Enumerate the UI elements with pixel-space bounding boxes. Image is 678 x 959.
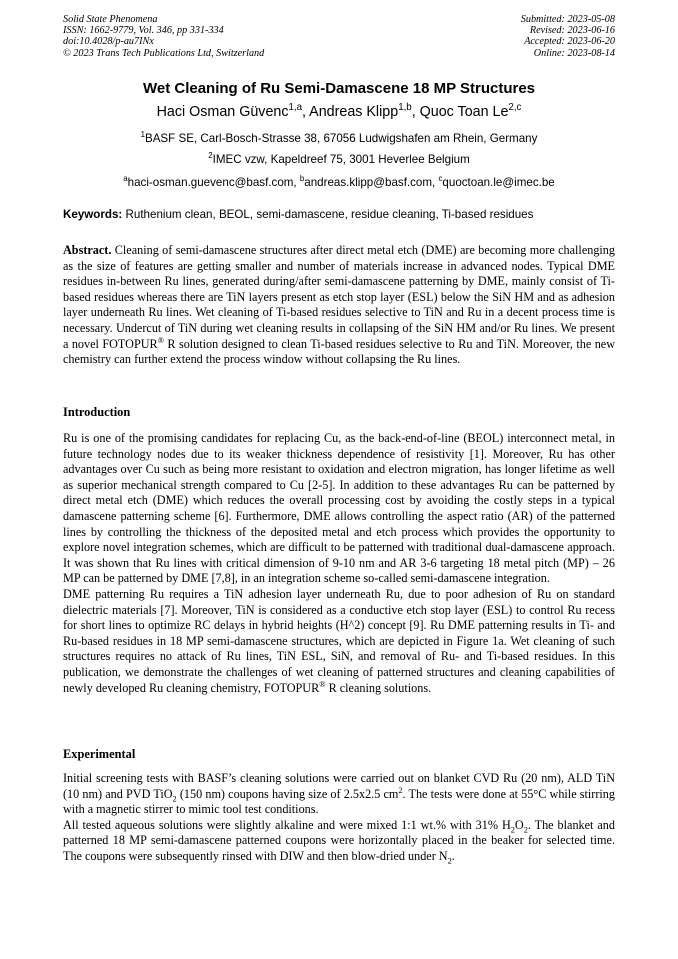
paragraph: [63, 771, 615, 818]
author-name: Andreas Klipp: [309, 104, 399, 120]
paragraph-text: O: [514, 817, 524, 832]
abstract-label: Abstract.: [63, 243, 112, 257]
experimental-body: [63, 771, 615, 865]
paragraph: [63, 587, 615, 696]
affiliation-text: BASF SE, Carl-Bosch-Strasse 38, 67056 Ludwigshafen am Rhein, Germany: [144, 132, 538, 145]
author-list: [0, 104, 678, 120]
email-link[interactable]: haci-osman.guevenc@basf.com,: [127, 176, 300, 189]
subscript: 2: [510, 825, 515, 835]
paper-title: Wet Cleaning of Ru Semi-Damascene 18 MP Structures: [142, 80, 536, 97]
registered-mark: ®: [157, 335, 164, 345]
email-mark: a: [123, 174, 128, 184]
journal-info: [63, 14, 264, 59]
author-separator: ,: [411, 104, 420, 120]
author-emails: [0, 176, 678, 189]
paragraph-text: .: [451, 848, 455, 863]
author-separator: ,: [302, 104, 310, 120]
author-affiliation-mark: 2,c: [508, 102, 522, 114]
superscript: 2: [398, 785, 403, 795]
doi-link[interactable]: doi:10.4028/p-au7INx: [63, 36, 154, 48]
abstract-text: Cleaning of semi-damascene structures after direct metal etch (DME) are becoming more challenging as the size of features are getting smaller and number of materials increase in advanced nodes. Typical DME residues in-between Ru lines, generated during/after semi-damascene patterning by DME, mainly consist of Ti-based residues whereas there are TiN layers present as etch stop layer (ESL) below the SiN HM and as adhesion layer underneath Ru lines. Wet cleaning of Ti-based residues selective to TiN and Ru in a decent process time is necessary. Undercut of TiN during wet cleaning results in collapsing of the SiN HM and/or Ru lines. We present a novel FOTOPUR: [63, 243, 615, 351]
journal-issn: ISSN: 1662-9779, Vol. 346, pp 331-334: [63, 25, 224, 37]
abstract: [63, 243, 615, 368]
paragraph: Ru is one of the promising candidates for replacing Cu, as the back-end-of-line (BEOL) interconnect metal, in future technology nodes due to its weaker thickness dependence of resistivity [1]. Moreover, Ru has other advantages over Cu such as being more resistant to oxidation and electron migration, has longer lifetime as well as superior mechanical strength compared to Cu [2-5]. In addition to these advantages Ru can be patterned by direct metal etch (DME) which reduces the overall processing cost by avoiding the costly steps in a typical damascene patterning scheme [6]. Furthermore, DME allows controlling the aspect ratio (AR) of the patterned lines by controlling the thickness of the deposited metal and etch process which provides the opportunity to explore novel integration schemes, which are difficult to be patterned with traditional dual-damascene approach. It was shown that Ru lines with critical dimension of 9-10 nm and AR 3-6 targeting 18 metal pitch (MP) – 26 MP can be patterned by DME [7,8], in an integration scheme so-called semi-damascene integration.: [63, 431, 615, 586]
date-revised: Revised: 2023-06-16: [529, 25, 615, 37]
affiliation-mark: 1: [140, 130, 145, 140]
registered-mark: ®: [319, 679, 326, 689]
abstract-text: R solution designed to clean Ti-based residues selective to Ru and TiN. Moreover, the new chemistry can further extend the process window without collapsing the Ru lines.: [63, 336, 616, 367]
subscript: 2: [447, 856, 452, 866]
email-link[interactable]: andreas.klipp@basf.com,: [304, 176, 439, 189]
journal-name: Solid State Phenomena: [63, 14, 158, 25]
author-name: Quoc Toan Le: [419, 104, 509, 120]
affiliation-mark: 2: [208, 151, 213, 161]
abstract-paragraph: [63, 243, 615, 368]
introduction-heading: Introduction: [63, 405, 131, 419]
paragraph: [63, 818, 615, 865]
email-mark: b: [299, 174, 305, 184]
paragraph-text: . The blanket and patterned 18 MP semi-damascene patterned coupons were horizontally placed in the beaker for selected time. The coupons were subsequently rinsed with DIW and then blow-dried under N: [63, 817, 615, 863]
affiliation-imec: [0, 153, 678, 166]
date-accepted: Accepted: 2023-06-20: [524, 36, 615, 48]
author-name: Haci Osman Güvenc: [156, 104, 289, 120]
affiliation-basf: [0, 132, 678, 145]
keywords: [63, 208, 615, 221]
paragraph-text: Initial screening tests with BASF’s cleaning solutions were carried out on blanket CVD Ru (20 nm), ALD TiN (10 nm) and PVD TiO: [63, 771, 615, 801]
copyright: © 2023 Trans Tech Publications Ltd, Switzerland: [63, 47, 265, 59]
introduction-body: [63, 431, 615, 696]
paragraph-text: DME patterning Ru requires a TiN adhesion layer underneath Ru, due to poor adhesion of Ru on standard dielectric materials [7]. Moreover, TiN is considered as a conductive etch stop layer (ESL) to control Ru recess for short lines to optimize RC delays in hybrid heights (H^2) concept [9]. Ru DME patterning results in Ti- and Ru-based residues in 18 MP semi-damascene structures, which are depicted in Figure 1a. Wet cleaning of such structures requires no attack of Ru lines, TiN ESL, SiN, and removal of Ru- and Ti-based residues. In this publication, we demonstrate the challenges of wet cleaning of patterned structures and cleaning capabilities of newly developed Ru cleaning chemistry, FOTOPUR: [63, 586, 615, 695]
publication-dates: [521, 14, 615, 59]
email-link[interactable]: quoctoan.le@imec.be: [442, 176, 555, 189]
email-mark: c: [438, 174, 443, 184]
paragraph-text: R cleaning solutions.: [325, 680, 432, 695]
paragraph-text: All tested aqueous solutions were slightly alkaline and were mixed 1:1 wt.% with 31% H: [63, 817, 511, 832]
keywords-text: Ruthenium clean, BEOL, semi-damascene, residue cleaning, Ti-based residues: [122, 208, 534, 221]
author-affiliation-mark: 1,b: [398, 102, 412, 114]
paragraph-text: . The tests were done at 55°C while stirring with a magnetic stirrer to mimic tool test conditions.: [63, 786, 615, 817]
subscript: 2: [172, 794, 177, 804]
affiliation-text: IMEC vzw, Kapeldreef 75, 3001 Heverlee Belgium: [212, 153, 470, 166]
experimental-heading: Experimental: [63, 747, 136, 761]
date-online: Online: 2023-08-14: [533, 47, 615, 59]
paragraph-text: (150 nm) coupons having size of 2.5x2.5 cm: [176, 786, 399, 801]
date-submitted: Submitted: 2023-05-08: [520, 14, 615, 25]
author-affiliation-mark: 1,a: [288, 102, 303, 114]
subscript: 2: [523, 825, 528, 835]
keywords-label: Keywords:: [63, 208, 123, 221]
